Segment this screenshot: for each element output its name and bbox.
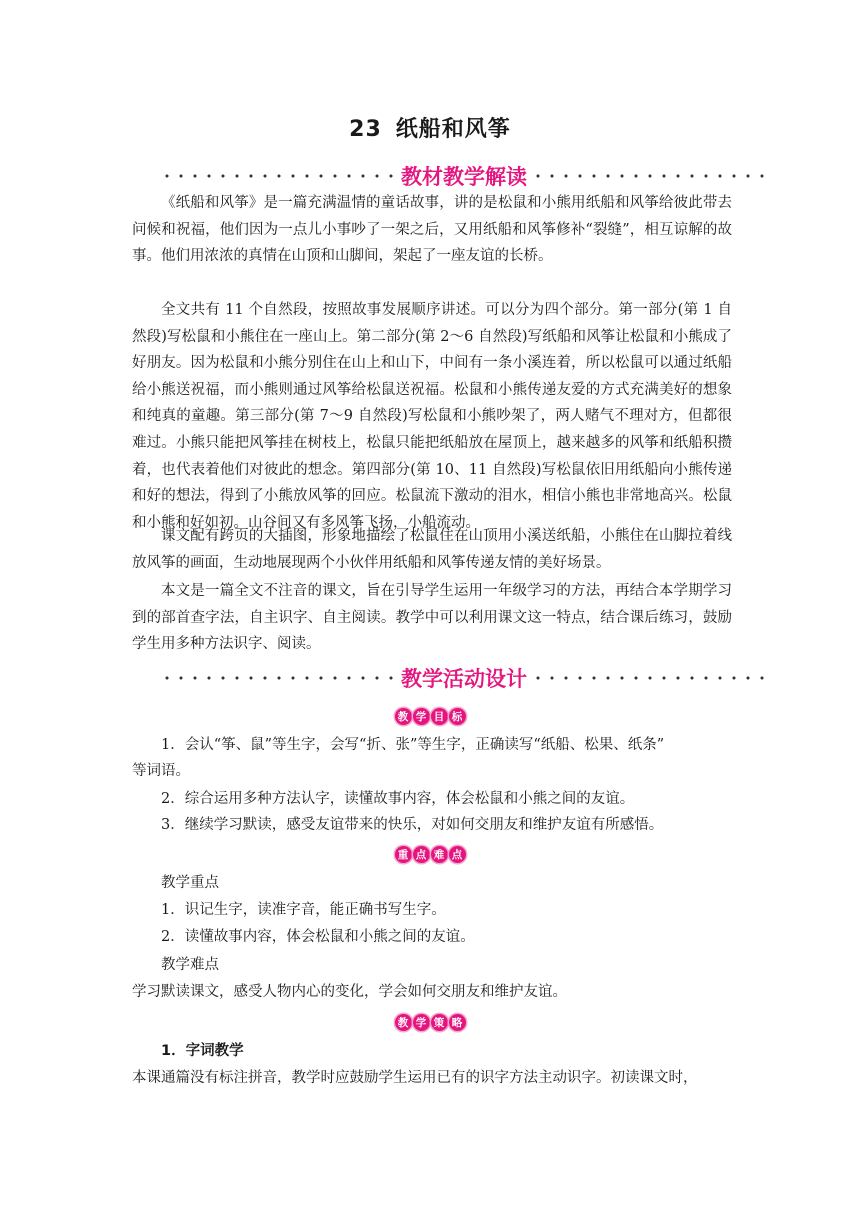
goal-item: 1．会认“筝、鼠”等生字，会写“折、张”等生字，正确读写“纸船、松果、纸条” bbox=[161, 737, 665, 753]
badge-char: 学 bbox=[413, 708, 430, 725]
strategy-text: 本课通篇没有标注拼音，教学时应鼓励学生运用已有的识字方法主动识字。初读课文时， bbox=[132, 1070, 698, 1086]
strategy-heading: 1．字词教学 bbox=[161, 1043, 244, 1059]
paragraph-structure: 全文共有 11 个自然段，按照故事发展顺序讲述。可以分为四个部分。第一部分(第 1 自然段)写松鼠和小熊住在一座山上。第二部分(第 2～6 自然段)写纸船和风筝让松鼠和小熊成了好朋友。因为松鼠和小熊分别住在山上和山下，中间有一条小溪连着，所以松鼠可以通过纸船给小熊送祝福，而小熊则通过风筝给松鼠送祝福。松鼠和小熊传递友爱的方式充满美好的想象和纯真的童趣。第三部分(第 7～9 自然段)写松鼠和小熊吵架了，两人赌气不理对方，但都很难过。小熊只能把风筝挂在树枝上，松鼠只能把纸船放在屋顶上，越来越多的风筝和纸船积攒着，也代表着他们对彼此的想念。第四部分(第 10、11 自然段)写松鼠依旧用纸船向小熊传递和好的想法，得到了小熊放风筝的回应。松鼠流下激动的泪水，相信小熊也非常地高兴。松鼠和小熊和好如初。山谷间又有多风筝飞扬，小船流动。 bbox=[132, 302, 732, 531]
badge-char: 教 bbox=[395, 708, 412, 725]
section-heading: 教材教学解读 bbox=[401, 165, 527, 189]
badge-char: 标 bbox=[449, 708, 466, 725]
paragraph-intro: 《纸船和风筝》是一篇充满温情的童话故事，讲的是松鼠和小熊用纸船和风筝给彼此带去问候和祝福，他们因为一点儿小事吵了一架之后，又用纸船和风筝修补“裂缝”，相互谅解的故事。他们用浓浓的真情在山顶和山脚间，架起了一座友谊的长桥。 bbox=[132, 195, 732, 265]
goal-item: 2．综合运用多种方法认字，读懂故事内容，体会松鼠和小熊之间的友谊。 bbox=[161, 791, 635, 807]
lesson-name: 纸船和风筝 bbox=[395, 117, 511, 142]
difficulty-text: 学习默读课文，感受人物内心的变化，学会如何交朋友和维护友谊。 bbox=[132, 984, 567, 1000]
badge-teaching-goals bbox=[0, 705, 860, 725]
dotted-divider-left bbox=[160, 676, 397, 680]
goal-item-continuation: 等词语。 bbox=[132, 763, 190, 779]
section-banner-reading bbox=[160, 163, 768, 189]
badge-char: 重 bbox=[395, 846, 412, 863]
badge-char: 点 bbox=[413, 846, 430, 863]
lesson-number: 23 bbox=[349, 117, 382, 142]
dotted-divider-right bbox=[531, 174, 768, 178]
goal-item: 3．继续学习默读，感受友谊带来的快乐，对如何交朋友和维护友谊有所感悟。 bbox=[161, 817, 664, 833]
badge-char: 教 bbox=[395, 1014, 412, 1031]
dotted-divider-left bbox=[160, 174, 397, 178]
badge-char: 学 bbox=[413, 1014, 430, 1031]
key-point-item: 2．读懂故事内容，体会松鼠和小熊之间的友谊。 bbox=[161, 929, 475, 945]
badge-char: 点 bbox=[449, 846, 466, 863]
badge-char: 目 bbox=[431, 708, 448, 725]
badge-char: 策 bbox=[431, 1014, 448, 1031]
badge-key-difficult bbox=[0, 843, 860, 863]
dotted-divider-right bbox=[531, 676, 768, 680]
section-banner-design bbox=[160, 665, 768, 691]
lesson-title bbox=[0, 112, 860, 143]
section-heading: 教学活动设计 bbox=[401, 667, 527, 691]
badge-char: 难 bbox=[431, 846, 448, 863]
paragraph-illustration: 课文配有跨页的大插图，形象地描绘了松鼠住在山顶用小溪送纸船，小熊住在山脚拉着线放风筝的画面，生动地展现两个小伙伴用纸船和风筝传递友情的美好场景。 bbox=[132, 528, 732, 571]
key-point-item: 1．识记生字，读准字音，能正确书写生字。 bbox=[161, 902, 446, 918]
badge-teaching-strategy bbox=[0, 1011, 860, 1031]
key-points-label: 教学重点 bbox=[161, 875, 219, 891]
difficulty-label: 教学难点 bbox=[161, 957, 219, 973]
badge-char: 略 bbox=[449, 1014, 466, 1031]
paragraph-method: 本文是一篇全文不注音的课文，旨在引导学生运用一年级学习的方法，再结合本学期学习到的部首查字法，自主识字、自主阅读。教学中可以利用课文这一特点，结合课后练习，鼓励学生用多种方法识字、阅读。 bbox=[132, 583, 732, 653]
